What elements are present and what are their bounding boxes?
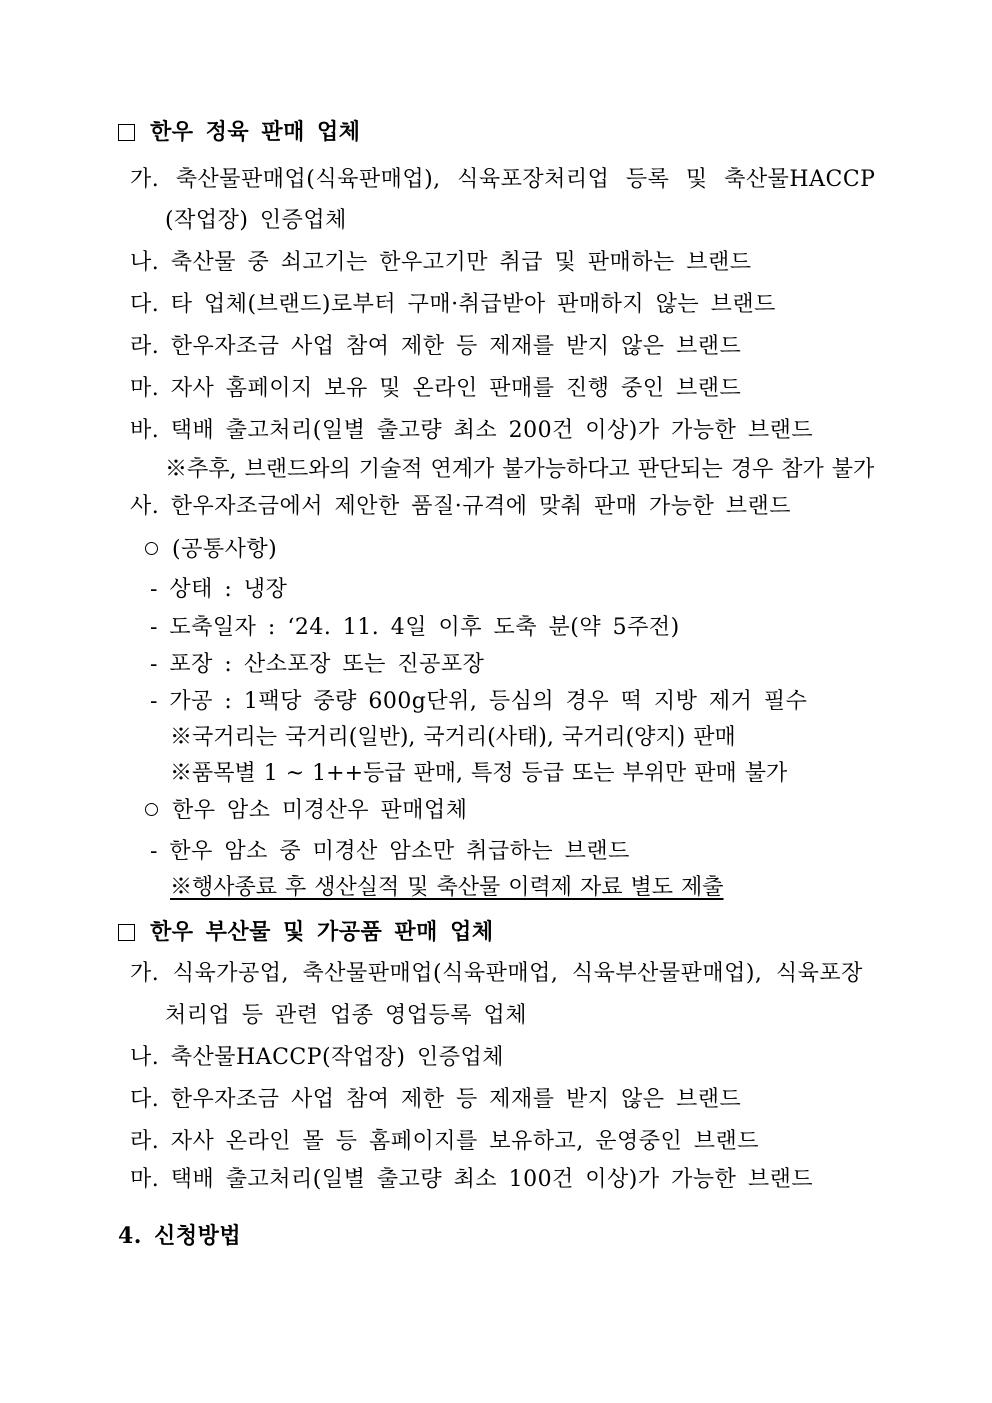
section-1-heading xyxy=(118,118,361,146)
circle-bullet-icon xyxy=(145,542,158,555)
list-item: (작업장) 인증업체 xyxy=(165,208,347,233)
section-1-title: 한우 정육 판매 업체 xyxy=(150,119,361,145)
list-item: 마. 택배 출고처리(일별 출고량 최소 100건 이상)가 가능한 브랜드 xyxy=(130,1167,814,1192)
list-item: 나. 축산물HACCP(작업장) 인증업체 xyxy=(130,1045,504,1070)
list-item: - 도축일자 : ‘24. 11. 4일 이후 도축 분(약 5주전) xyxy=(150,615,680,640)
note-text: ※행사종료 후 생산실적 및 축산물 이력제 자료 별도 제출 xyxy=(170,875,724,900)
list-item: 다. 한우자조금 사업 참여 제한 등 제재를 받지 않은 브랜드 xyxy=(130,1087,742,1112)
circle-bullet-icon xyxy=(145,803,158,816)
note-text: ※국거리는 국거리(일반), 국거리(사태), 국거리(양지) 판매 xyxy=(170,725,736,750)
checkbox-square-icon xyxy=(118,924,135,941)
section-2-title: 한우 부산물 및 가공품 판매 업체 xyxy=(150,919,494,945)
list-item: 라. 자사 온라인 몰 등 홈페이지를 보유하고, 운영중인 브랜드 xyxy=(130,1129,759,1154)
list-item: 처리업 등 관련 업종 영업등록 업체 xyxy=(165,1003,527,1028)
list-item: 나. 축산물 중 쇠고기는 한우고기만 취급 및 판매하는 브랜드 xyxy=(130,250,752,275)
list-item: - 한우 암소 중 미경산 암소만 취급하는 브랜드 xyxy=(150,839,630,864)
list-item: 바. 택배 출고처리(일별 출고량 최소 200건 이상)가 가능한 브랜드 xyxy=(130,418,814,443)
list-item: - 상태 : 냉장 xyxy=(150,577,288,602)
list-item: - 포장 : 산소포장 또는 진공포장 xyxy=(150,652,485,677)
sub-heading: 한우 암소 미경산우 판매업체 xyxy=(145,797,468,825)
note-text: ※추후, 브랜드와의 기술적 연계가 불가능하다고 판단되는 경우 참가 불가 xyxy=(165,457,875,482)
section-2-heading xyxy=(118,918,494,946)
list-item: 사. 한우자조금에서 제안한 품질·규격에 맞춰 판매 가능한 브랜드 xyxy=(130,494,791,519)
list-item: 라. 한우자조금 사업 참여 제한 등 제재를 받지 않은 브랜드 xyxy=(130,334,742,359)
list-item: - 가공 : 1팩당 중량 600g단위, 등심의 경우 떡 지방 제거 필수 xyxy=(150,689,808,714)
section-3-heading: 4. 신청방법 xyxy=(118,1223,242,1249)
list-item: 마. 자사 홈페이지 보유 및 온라인 판매를 진행 중인 브랜드 xyxy=(130,376,742,401)
list-item: 다. 타 업체(브랜드)로부터 구매·취급받아 판매하지 않는 브랜드 xyxy=(130,292,776,317)
common-heading: (공통사항) xyxy=(145,536,277,564)
list-item: 가. 식육가공업, 축산물판매업(식육판매업, 식육부산물판매업), 식육포장 xyxy=(130,961,863,986)
checkbox-square-icon xyxy=(118,124,135,141)
note-text: ※품목별 1 ~ 1++등급 판매, 특정 등급 또는 부위만 판매 불가 xyxy=(170,761,788,786)
list-item: 가. 축산물판매업(식육판매업), 식육포장처리업 등록 및 축산물HACCP xyxy=(130,167,876,192)
